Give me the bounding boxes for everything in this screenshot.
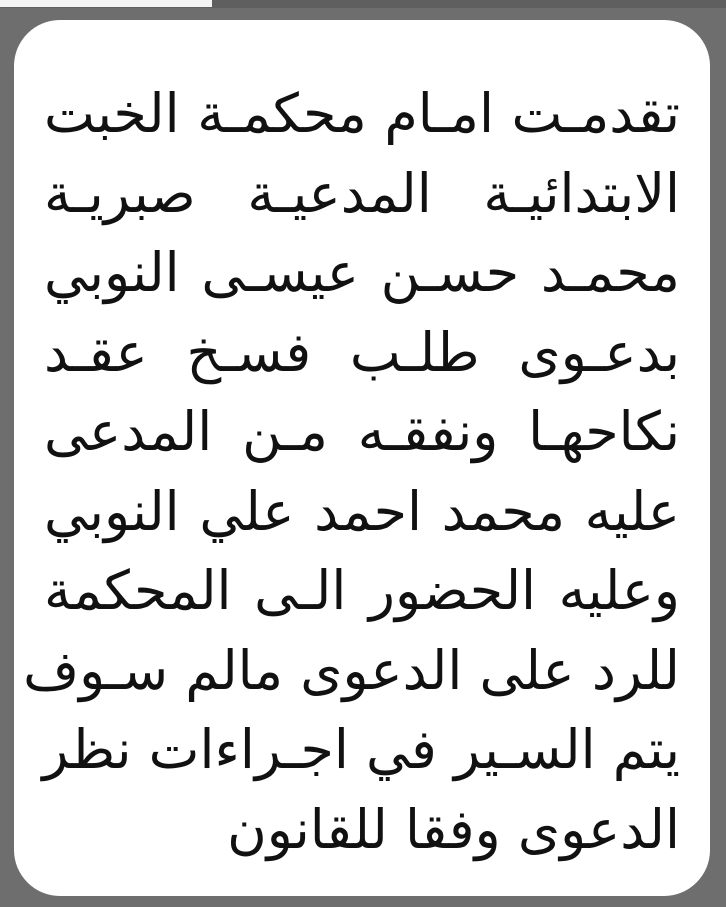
notice-line-4: بدعـوى طلـب فسـخ عقـد <box>44 320 680 384</box>
top-strip-light <box>0 0 212 7</box>
notice-line-7: وعليه الحضور الـى المحكمة <box>44 559 680 622</box>
notice-card <box>14 20 710 896</box>
notice-line-8: للرد على الدعوى مالم سـوف <box>23 638 680 702</box>
notice-line-3: محمـد حسـن عيسـى النوبي <box>44 241 680 304</box>
top-strip <box>0 0 726 8</box>
notice-line-6: عليه محمد احمد علي النوبي <box>44 479 680 543</box>
notice-line-10: الدعوى وفقا للقانون <box>227 797 680 861</box>
notice-line-5: نكاحهـا ونفقـه مـن المدعى <box>44 400 680 463</box>
notice-line-2: الابتدائيـة المدعيـة صبريـة <box>44 161 680 225</box>
notice-line-9: يتم السـير في اجـراءات نظر <box>42 718 680 781</box>
notice-line-1: تقدمـت امـام محكمـة الخبت <box>44 82 680 145</box>
notice-text <box>23 74 680 869</box>
